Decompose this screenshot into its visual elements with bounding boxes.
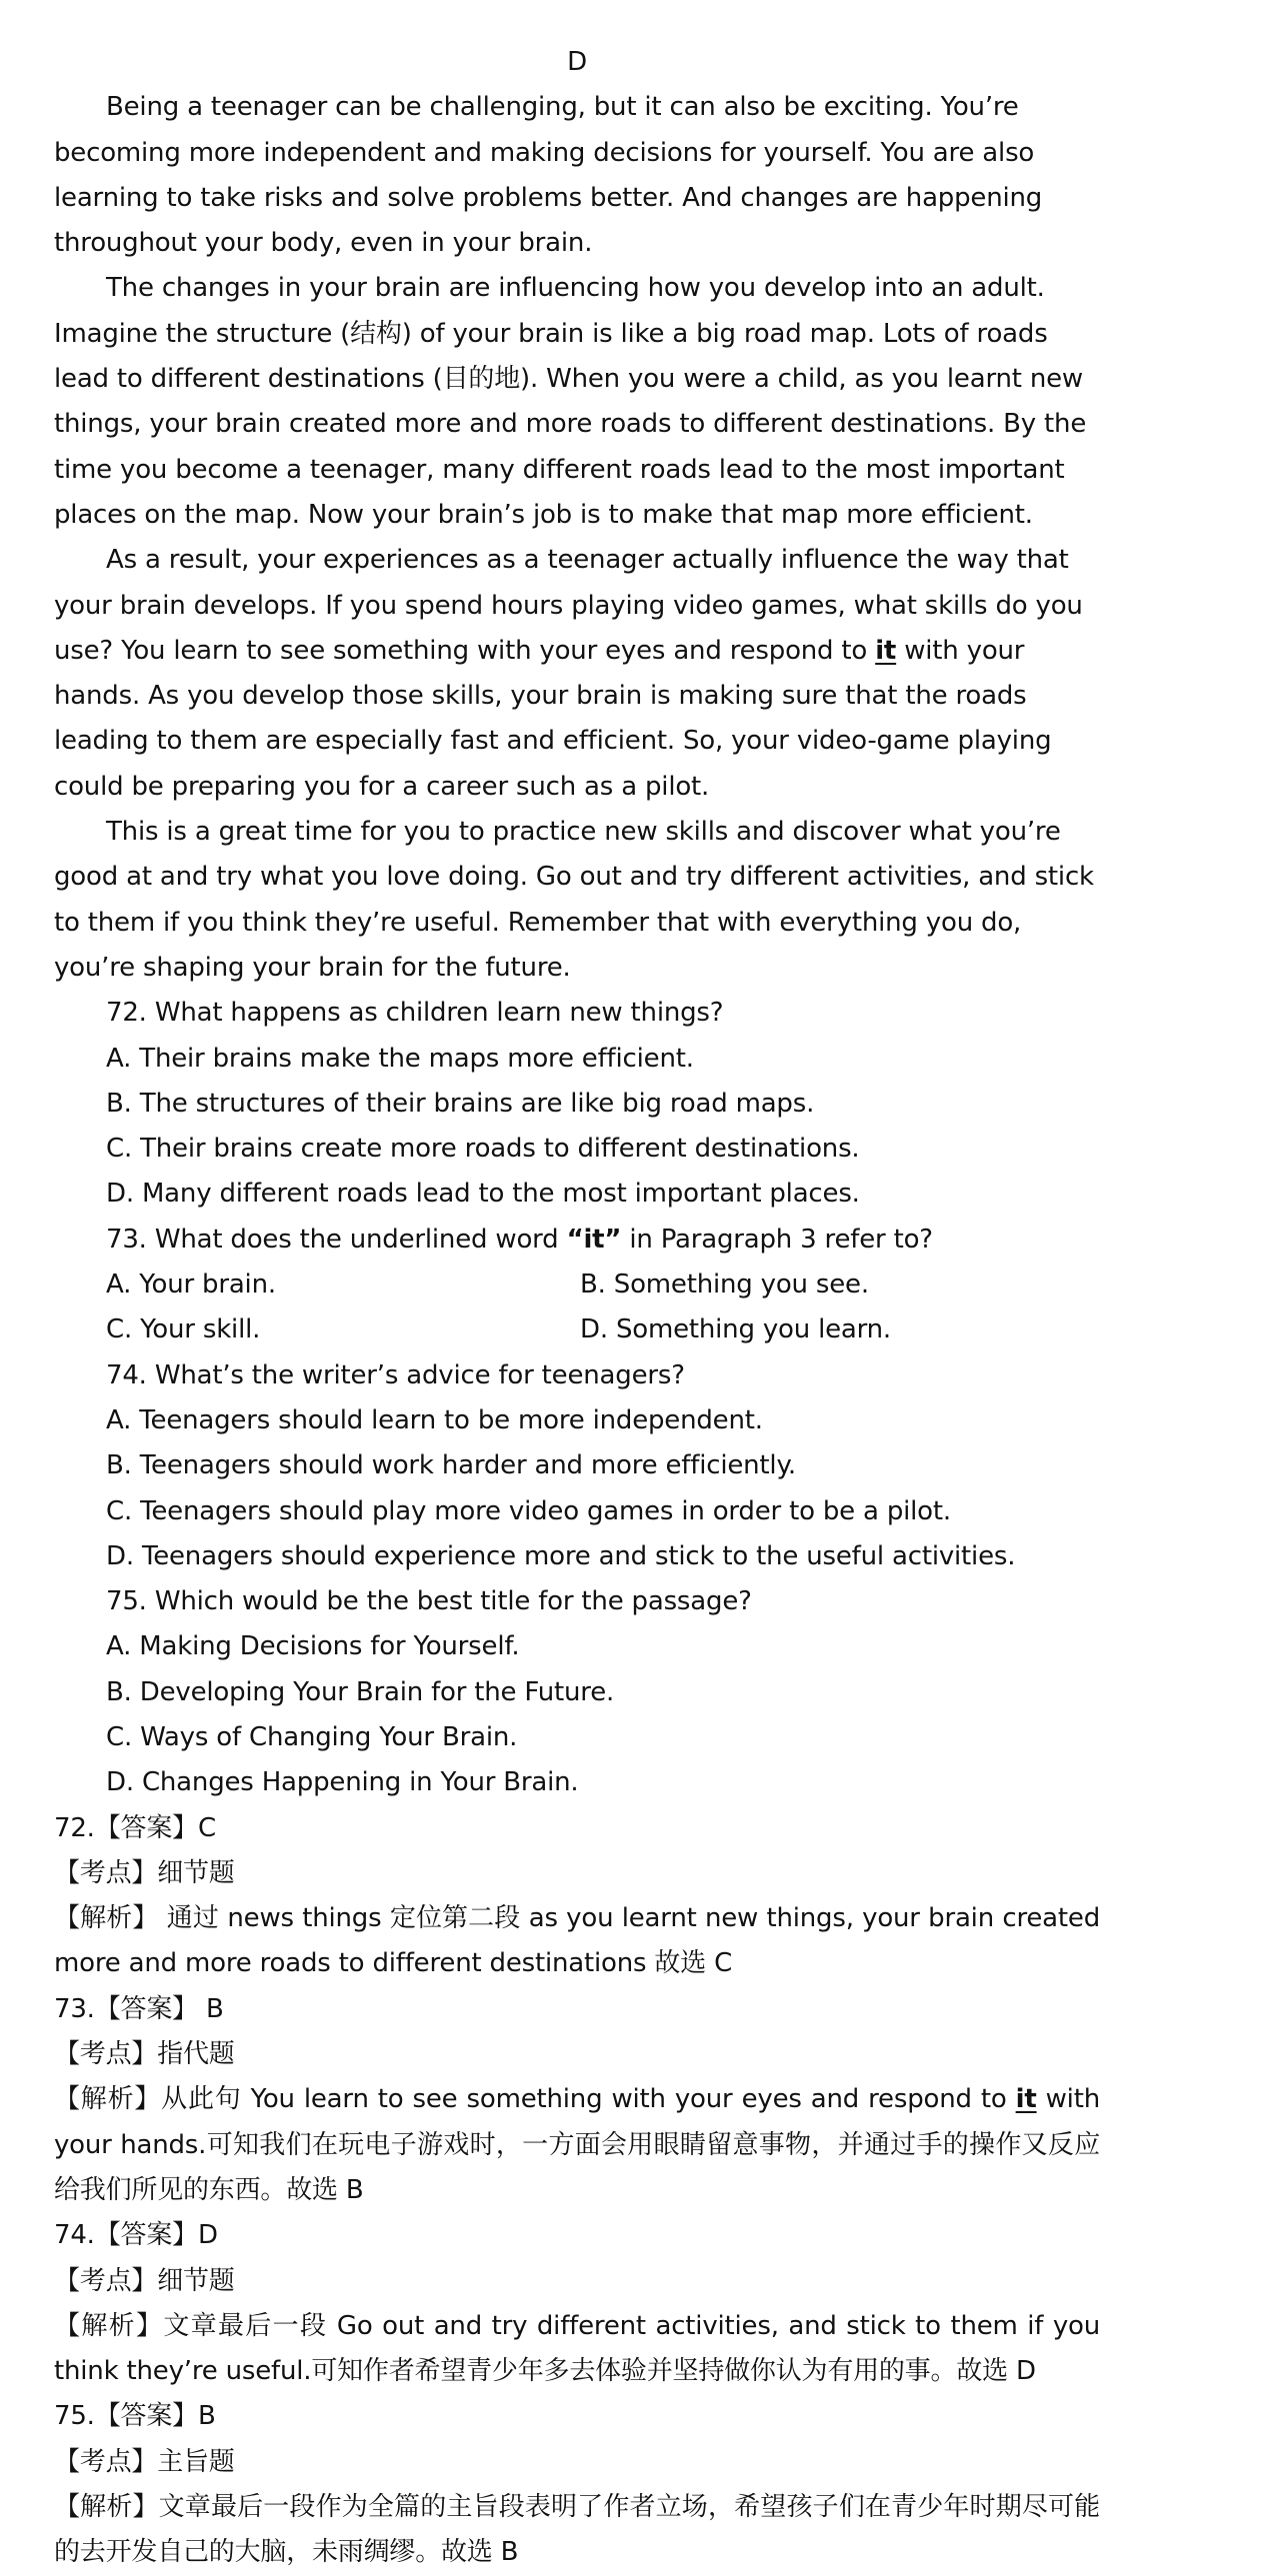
- answer-73-analysis: [54, 2077, 1100, 2213]
- question-73-options-row-1: [54, 1263, 1100, 1307]
- answer-72-analysis: 【解析】 通过 news things 定位第二段 as you learnt new things, your brain created more and more roads to different destinations 故选 C: [54, 1903, 1100, 1979]
- passage-paragraph-4: This is a great time for you to practice new skills and discover what you’re good at and try what you love doing. Go out and try different activities, and stick to them if you think they’re useful. Remember that with everything you do, you’re shaping your brain for the future.: [54, 817, 1094, 983]
- question-74-option-b: B. Teenagers should work harder and more efficiently.: [106, 1450, 796, 1481]
- passage-paragraph-3: [54, 538, 1100, 810]
- question-73-option-a: A. Your brain.: [106, 1270, 276, 1300]
- answer-75: 75.【答案】B: [54, 2401, 216, 2432]
- answer-73-analysis-after: with your hands.可知我们在玩电子游戏时，一方面会用眼睛留意事物，并通过手的操作又反应给我们所见的东西。故选 B: [54, 2084, 1100, 2205]
- answer-74: 74.【答案】D: [54, 2220, 218, 2251]
- question-73-option-c: C. Your skill.: [106, 1314, 261, 1345]
- answer-72: 72.【答案】C: [54, 1812, 216, 1843]
- question-72-option-c: C. Their brains create more roads to different destinations.: [106, 1134, 860, 1165]
- paragraph-3-text-before: As a result, your experiences as a teenager actually influence the way that your brain develops. If you spend hours playing video games, what skills do you use? You learn to see something with your eyes and respond to: [54, 545, 1083, 666]
- answer-74-analysis: 【解析】文章最后一段 Go out and try different activities, and stick to them if you think they’re useful.可知作者希望青少年多去体验并坚持做你认为有用的事。故选 D: [54, 2310, 1100, 2387]
- question-72-stem: 72. What happens as children learn new things?: [106, 998, 724, 1029]
- answer-73-underlined-it: it: [1015, 2084, 1037, 2115]
- question-73-option-b: B. Something you see.: [580, 1270, 869, 1300]
- answer-75-point: 【考点】主旨题: [54, 2446, 235, 2477]
- question-75-stem: 75. Which would be the best title for the passage?: [106, 1586, 752, 1617]
- underlined-word-it: it: [875, 635, 897, 666]
- passage-paragraph-1: Being a teenager can be challenging, but it can also be exciting. You’re becoming more independent and making decisions for yourself. You are also learning to take risks and solve problems better. And changes are happening throughout your body, even in your brain.: [54, 92, 1043, 259]
- question-74-option-a: A. Teenagers should learn to be more independent.: [106, 1404, 763, 1435]
- question-72-option-a: A. Their brains make the maps more efficient.: [106, 1043, 694, 1074]
- question-75-option-a: A. Making Decisions for Yourself.: [106, 1631, 520, 1662]
- question-72-option-d: D. Many different roads lead to the most important places.: [106, 1179, 860, 1210]
- question-73-stem-after: in Paragraph 3 refer to?: [621, 1224, 933, 1255]
- question-73-options-row-2: [54, 1307, 1100, 1352]
- question-72-option-b: B. The structures of their brains are like big road maps.: [106, 1088, 815, 1119]
- question-73-option-d: D. Something you learn.: [580, 1314, 891, 1345]
- question-75-option-d: D. Changes Happening in Your Brain.: [106, 1767, 579, 1798]
- answer-74-point: 【考点】细节题: [54, 2265, 235, 2296]
- question-73-quoted-word: “it”: [566, 1224, 622, 1255]
- answer-75-analysis: 【解析】文章最后一段作为全篇的主旨段表明了作者立场，希望孩子们在青少年时期尽可能的去开发自己的大脑，未雨绸缪。故选 B: [54, 2492, 1100, 2568]
- question-74-option-d: D. Teenagers should experience more and stick to the useful activities.: [106, 1540, 1016, 1571]
- answer-73-analysis-before: 【解析】从此句 You learn to see something with your eyes and respond to: [54, 2084, 1016, 2115]
- paragraph-3-text-after: with your hands. As you develop those skills, your brain is making sure that the roads leading to them are especially fast and efficient. So, your video-game playing could be preparing you for a career such as a pilot.: [54, 635, 1052, 802]
- answer-73-point: 【考点】指代题: [54, 2039, 235, 2070]
- answer-72-point: 【考点】细节题: [54, 1857, 235, 1888]
- question-74-stem: 74. What’s the writer’s advice for teenagers?: [106, 1359, 685, 1390]
- question-75-option-b: B. Developing Your Brain for the Future.: [106, 1676, 615, 1707]
- question-73-stem: [54, 1218, 1100, 1263]
- passage-paragraph-2: The changes in your brain are influencing how you develop into an adult. Imagine the structure (结构) of your brain is like a big road map. Lots of roads lead to different destinations (目的地). When you were a child, as you learnt new things, your brain created more and more roads to different destinations. By the time you become a teenager, many different roads lead to the most important places on the map. Now your brain’s job is to make that map more efficient.: [54, 273, 1087, 530]
- question-74-option-c: C. Teenagers should play more video games in order to be a pilot.: [106, 1495, 951, 1526]
- question-73-stem-before: 73. What does the underlined word: [106, 1224, 567, 1255]
- section-letter: D: [567, 47, 587, 77]
- answer-73: 73.【答案】 B: [54, 1993, 224, 2024]
- question-75-option-c: C. Ways of Changing Your Brain.: [106, 1721, 518, 1752]
